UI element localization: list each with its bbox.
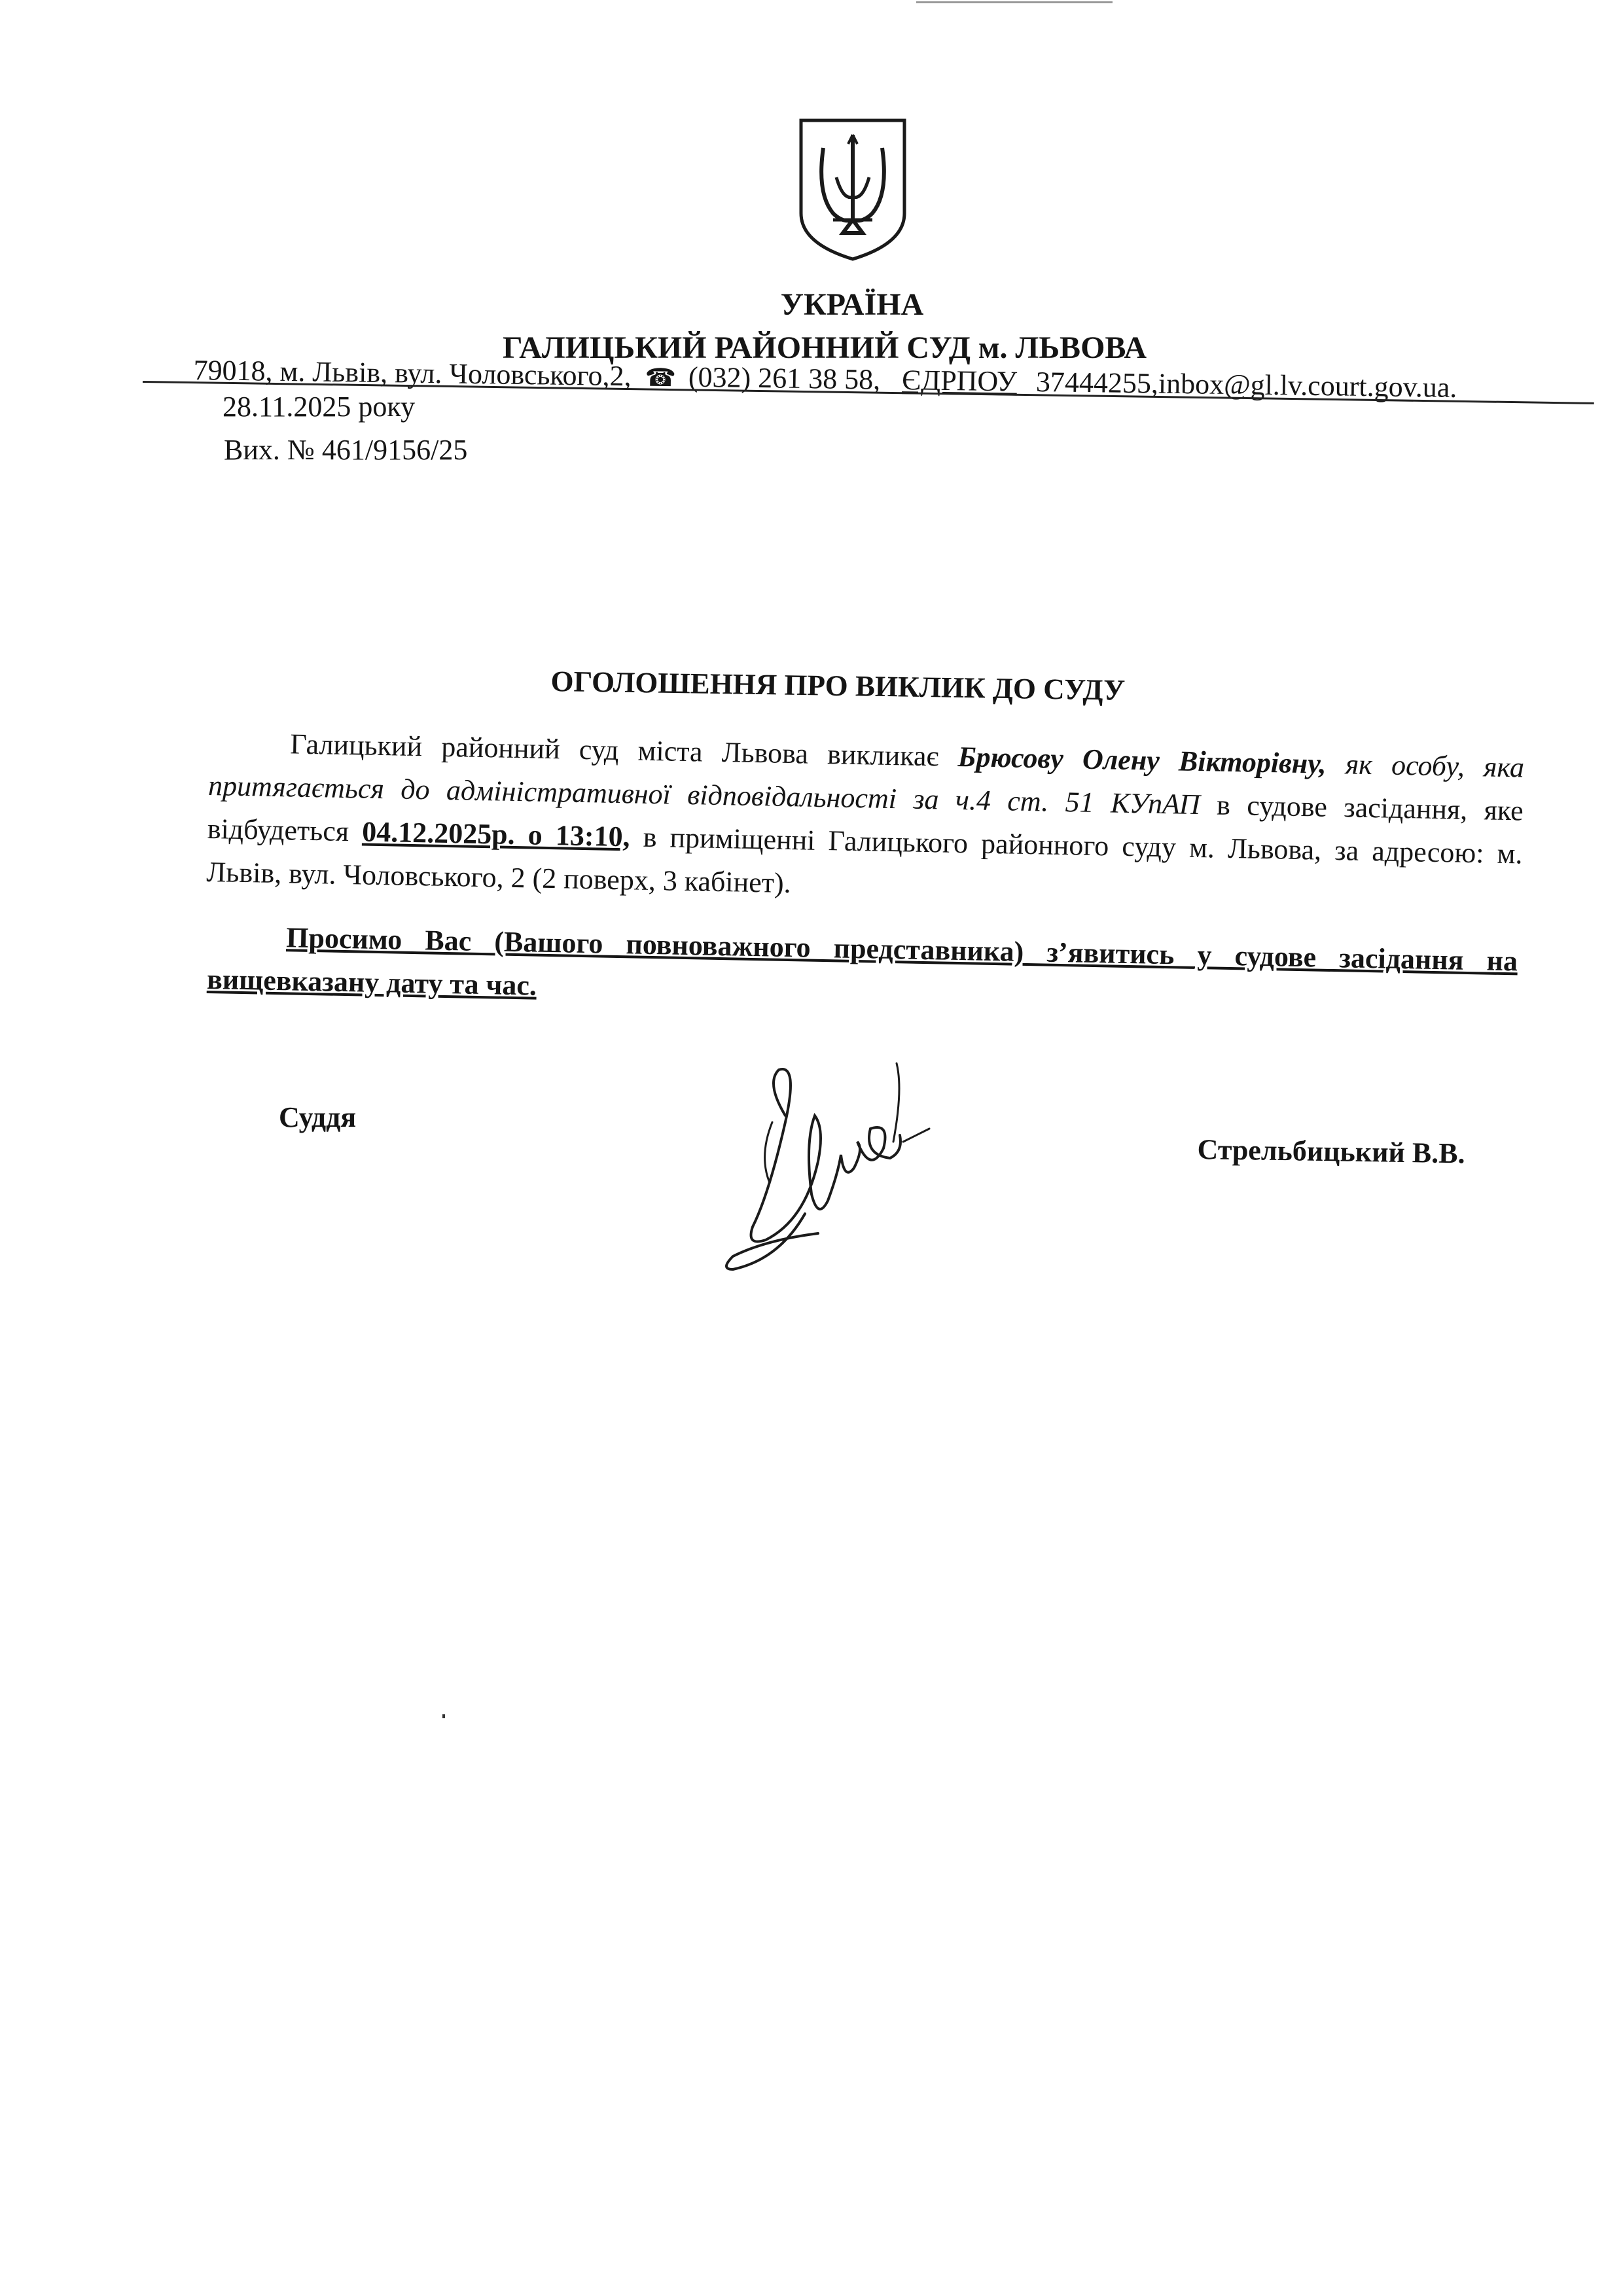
summons-paragraph [206,721,1525,919]
edrpou-and-email: 37444255,inbox@gl.lv.court.gov.ua. [1035,365,1457,404]
scan-artifact [442,1714,445,1718]
hearing-datetime: 04.12.2025р. о 13:10, [361,815,631,853]
signature-icon [707,1044,942,1276]
hearing-location: в приміщенні Галицького районного суду м. Львова, за адресою: м. Львів, вул. Чоловського, 2 (2 поверх, 3 кабінет). [206,821,1523,900]
paragraph-text: Галицький районний суд міста Львова викликає [289,728,959,773]
judge-name: Стрельбицький В.В. [1197,1133,1465,1170]
court-phone: (032) 261 38 58, [688,361,881,396]
judge-role: Суддя [279,1101,357,1133]
scan-artifact [916,1,1113,3]
country-heading: УКРАЇНА [780,287,924,322]
paragraph-text: в судове засідання, яке відбудеться [207,788,1524,848]
court-address: 79018, м. Львів, вул. Чоловського,2, [193,353,632,393]
document-date: 28.11.2025 року [223,391,416,423]
court-heading: ГАЛИЦЬКИЙ РАЙОННИЙ СУД м. ЛЬВОВА [502,330,1147,365]
summoned-person-name: Брюсову Олену Вікторівну, [957,740,1327,780]
coat-of-arms-icon [797,115,908,262]
liability-clause: як особу, яка притягається до адміністративної відповідальності за ч.4 ст. 51 КУпАП [207,747,1525,821]
phone-icon: ☎ [645,364,677,393]
appeal-paragraph: Просимо Вас (Вашого повноважного представника) з’явитись у судове засідання на вищевказану дату та час. [206,921,1518,1002]
notice-title: ОГОЛОШЕННЯ ПРО ВИКЛИК ДО СУДУ [550,664,1126,707]
edrpou-label: ЄДРПОУ [901,364,1018,398]
outgoing-number: Вих. № 461/9156/25 [224,434,468,466]
